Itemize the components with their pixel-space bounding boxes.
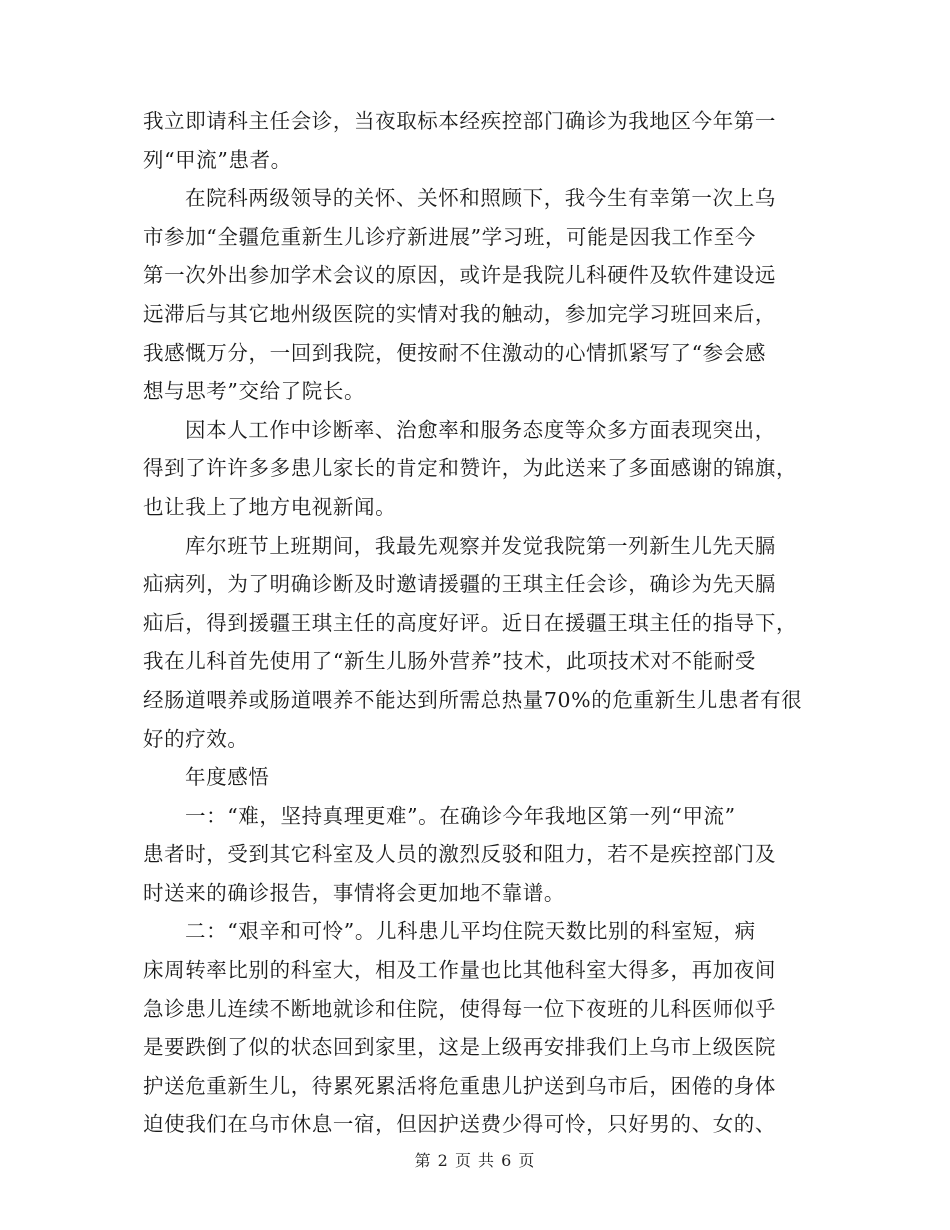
text-line: 列“甲流”患者。 [143,147,292,172]
text-line: 经肠道喂养或肠道喂养不能达到所需总热量70%的危重新生儿患者有很 [143,687,803,712]
paragraph-start-line: 在院科两级领导的关怀、关怀和照顾下，我今生有幸第一次上乌 [185,186,776,211]
text-line: 迫使我们在乌市休息一宿，但因护送费少得可怜，只好男的、女的、 [143,1112,776,1137]
text-line: 急诊患儿连续不断地就诊和住院，使得每一位下夜班的儿科医师似乎 [143,996,776,1021]
text-line: 远滞后与其它地州级医院的实情对我的触动，参加完学习班回来后， [143,301,776,326]
text-line: 疝后，得到援疆王琪主任的高度好评。近日在援疆王琪主任的指导下， [143,610,798,635]
text-line: 我立即请科主任会诊，当夜取标本经疾控部门确诊为我地区今年第一 [143,109,776,133]
text-line: 想与思考”交给了院长。 [143,379,366,404]
text-line: 我在儿科首先使用了“新生儿肠外营养”技术，此项技术对不能耐受 [143,649,756,674]
text-line: 也让我上了地方电视新闻。 [143,494,397,519]
text-line: 床周转率比别的科室大，相及工作量也比其他科室大得多，再加夜间 [143,958,776,983]
page-number-footer: 第 2 页 共 6 页 [414,1151,536,1170]
text-line: 我感慨万分，一回到我院，便按耐不住激动的心情抓紧写了“参会感 [143,340,766,365]
text-line: 患者时，受到其它科室及人员的激烈反驳和阻力，若不是疾控部门及 [143,842,776,867]
paragraph-start-line: 二：“艰辛和可怜”。儿科患儿平均住院天数比别的科室短，病 [185,919,756,944]
text-line: 疝病列，为了明确诊断及时邀请援疆的王琪主任会诊，确诊为先天膈 [143,572,776,597]
paragraph-start-line: 一：“难，坚持真理更难”。在确诊今年我地区第一列“甲流” [185,803,736,828]
text-line: 第一次外出参加学术会议的原因，或许是我院儿科硬件及软件建设远 [143,263,776,288]
text-line: 市参加“全疆危重新生儿诊疗新进展”学习班，可能是因我工作至今 [143,224,756,249]
body-text [143,102,807,1144]
paragraph-start-line: 因本人工作中诊断率、治愈率和服务态度等众多方面表现突出， [185,417,776,442]
section-heading: 年度感悟 [185,765,270,790]
text-line: 护送危重新生儿，待累死累活将危重患儿护送到乌市后，困倦的身体 [143,1073,776,1098]
text-line: 好的疗效。 [143,726,249,751]
text-line: 是要跌倒了似的状态回到家里，这是上级再安排我们上乌市上级医院 [143,1035,776,1060]
text-line: 得到了许许多多患儿家长的肯定和赞许，为此送来了多面感谢的锦旗， [143,456,798,481]
paragraph-start-line: 库尔班节上班期间，我最先观察并发觉我院第一列新生儿先天膈 [185,533,776,558]
text-line: 时送来的确诊报告，事情将会更加地不靠谱。 [143,880,565,905]
